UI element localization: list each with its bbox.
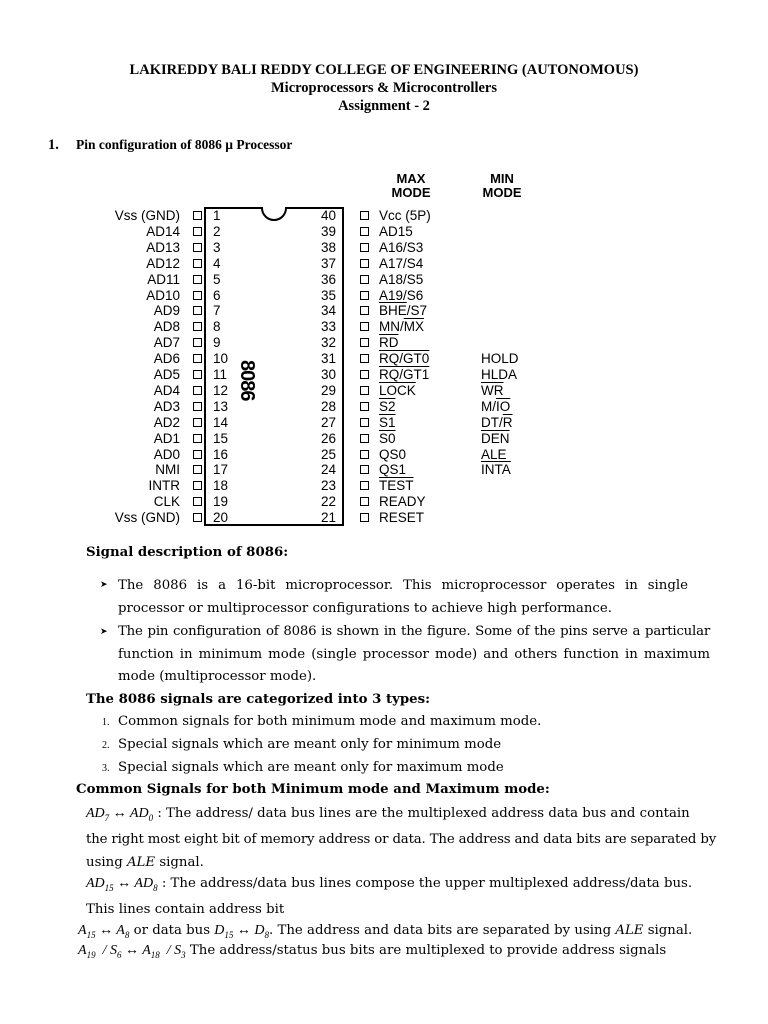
pin-number: 13 xyxy=(213,398,229,414)
pin-number: 34 xyxy=(321,303,337,319)
pin-label-max: READY xyxy=(379,494,426,510)
pin-label-min: HOLD xyxy=(481,351,519,367)
pin-number: 3 xyxy=(213,239,221,255)
assignment-title: Assignment - 2 xyxy=(338,98,430,114)
pin-label-min: $DT/\overline{R}$ xyxy=(481,414,513,430)
pin-box xyxy=(360,354,369,363)
pin-box xyxy=(360,386,369,395)
pin-number: 39 xyxy=(321,223,337,239)
college-name: LAKIREDDY BALI REDDY COLLEGE OF ENGINEERING (AUTONOMOUS) xyxy=(129,62,639,78)
pin-label-max: LOCK xyxy=(379,382,416,398)
pin-number: 15 xyxy=(213,430,229,446)
formula-a19-s6-a18-s3: $A_{19} / S_6$ ↔ $A_{18} / S_3$ xyxy=(78,943,186,960)
bullet-arrow-icon: ➤ xyxy=(100,626,108,636)
pin-box xyxy=(193,275,202,284)
pin-label: AD3 xyxy=(153,398,180,414)
pin-box xyxy=(360,481,369,490)
pin-label: Vss (GND) xyxy=(114,208,180,223)
pin-number: 24 xyxy=(321,462,337,478)
types-heading: The 8086 signals are categorized into 3 types: xyxy=(86,692,431,707)
pin-number: 21 xyxy=(321,510,337,526)
pin-box xyxy=(193,402,202,411)
formula-ad15-ad8: $AD_{15}$ ↔ $AD_8$ xyxy=(86,876,158,893)
pin-box xyxy=(193,418,202,427)
pin-box xyxy=(193,306,202,315)
pin-label-max: A18/S5 xyxy=(379,271,424,287)
pin-label-max: A16/S3 xyxy=(379,239,424,255)
pin-box xyxy=(193,243,202,252)
pin-label: AD2 xyxy=(153,414,180,430)
pin-label-min: ALE xyxy=(481,446,507,462)
pin-label-max: $\overline{RD}$ xyxy=(379,335,399,351)
pin-number: 12 xyxy=(213,382,229,398)
list-item: Special signals which are meant only for minimum mode xyxy=(118,737,502,752)
pin-box xyxy=(360,306,369,315)
pin-label: AD11 xyxy=(147,271,180,287)
pin-box xyxy=(360,243,369,252)
common-signals-heading: Common Signals for both Minimum mode and Maximum mode: xyxy=(76,782,550,797)
pin-number: 33 xyxy=(321,319,337,335)
pin-label: AD4 xyxy=(153,382,180,398)
pin-label: CLK xyxy=(153,494,180,510)
pin-number: 25 xyxy=(321,446,337,462)
pin-box xyxy=(193,291,202,300)
pin-number: 10 xyxy=(213,351,229,367)
pin-number: 32 xyxy=(321,335,337,351)
pin-number: 38 xyxy=(321,239,337,255)
pin-box xyxy=(193,386,202,395)
pin-number: 2 xyxy=(213,223,221,239)
pin-box xyxy=(193,465,202,474)
pin-label: AD0 xyxy=(153,446,180,462)
pin-label-max: RQ/GT1 xyxy=(379,367,430,382)
pin-number: 35 xyxy=(321,287,337,303)
pin-number: 1 xyxy=(213,208,221,223)
pin-number: 30 xyxy=(321,367,337,382)
pin-box xyxy=(193,211,202,220)
pin-box xyxy=(193,497,202,506)
pin-label-max: QS0 xyxy=(379,446,407,462)
pin-label-max: A17/S4 xyxy=(379,255,424,271)
list-item: Common signals for both minimum mode and maximum mode. xyxy=(118,714,542,729)
pin-box xyxy=(360,227,369,236)
pin-box xyxy=(360,513,369,522)
pin-box xyxy=(360,259,369,268)
pin-label-min: INTA xyxy=(481,462,511,478)
pin-number: 29 xyxy=(321,382,337,398)
pin-number: 4 xyxy=(213,255,221,271)
pin-label-max: S2 xyxy=(379,398,396,414)
pin-number: 19 xyxy=(213,494,229,510)
pin-box xyxy=(193,481,202,490)
pin-label-max: RESET xyxy=(379,510,425,526)
question-title: Pin configuration of 8086 µ Processor xyxy=(76,137,293,152)
pin-box xyxy=(360,418,369,427)
pin-label-max: RQ/GT0 xyxy=(379,351,430,367)
pin-number: 16 xyxy=(213,446,229,462)
pin-label: NMI xyxy=(155,462,180,478)
pin-label: INTR xyxy=(148,478,180,494)
pin-box xyxy=(360,465,369,474)
pin-box xyxy=(193,259,202,268)
formula-a15-a8: $A_{15}$ ↔ $A_8$ xyxy=(78,923,130,940)
pin-label-max: Vcc (5P) xyxy=(379,208,431,223)
pin-label-max: QS1 xyxy=(379,462,407,478)
pin-label: AD10 xyxy=(146,287,180,303)
pin-number: 36 xyxy=(321,271,337,287)
formula-ad7-ad0: $AD_7$ ↔ $AD_0$ xyxy=(86,806,154,823)
signal-description-heading: Signal description of 8086: xyxy=(86,545,289,560)
pin-label: AD12 xyxy=(146,255,180,271)
list-number: 3. xyxy=(102,763,110,774)
list-number: 1. xyxy=(102,717,110,728)
pin-label: AD13 xyxy=(146,239,180,255)
pin-box xyxy=(360,275,369,284)
pin-box xyxy=(193,434,202,443)
pin-label-max: TEST xyxy=(379,478,414,494)
pin-number: 5 xyxy=(213,271,221,287)
pin-number: 9 xyxy=(213,335,221,351)
pin-box xyxy=(360,211,369,220)
max-mode-label: MAX MODE xyxy=(391,171,431,200)
pin-number: 7 xyxy=(213,303,221,319)
pin-label-max: $\overline{BHE}/S7$ xyxy=(379,303,428,319)
paragraph-ad7-ad0: $AD_7$ ↔ $AD_0$ : The address/ data bus lines are the multiplexed address data bus and contain the right most eight bit of memory address or data. The address and data bits are separated by using ALE signal. xyxy=(86,806,717,870)
pin-box xyxy=(193,227,202,236)
pin-box xyxy=(360,291,369,300)
pin-number: 11 xyxy=(213,367,228,382)
pin-label-min: HLDA xyxy=(481,367,518,382)
formula-d15-d8: $D_{15}$ ↔ $D_8$ xyxy=(214,923,270,940)
pin-box xyxy=(193,338,202,347)
pin-label-max: A19/S6 xyxy=(379,287,424,303)
list-number: 2. xyxy=(102,740,110,751)
pin-label: AD6 xyxy=(153,351,180,367)
min-mode-label: MIN MODE xyxy=(482,171,522,200)
pin-label-max: AD15 xyxy=(379,223,413,239)
pin-box xyxy=(360,497,369,506)
pin-number: 26 xyxy=(321,430,337,446)
pin-label: AD7 xyxy=(153,335,180,351)
pin-box xyxy=(193,322,202,331)
pin-label: AD9 xyxy=(153,303,180,319)
pin-number: 37 xyxy=(321,255,337,271)
pin-label-max: $MN/\overline{MX}$ xyxy=(379,319,424,335)
pin-number: 27 xyxy=(321,414,337,430)
pin-label: AD5 xyxy=(153,367,180,382)
pin-number: 22 xyxy=(321,494,337,510)
paragraph-ad15-ad8: $AD_{15}$ ↔ $AD_8$ : The address/data bus lines compose the upper multiplexed address/data bus. This lines contain address bit xyxy=(86,876,693,918)
bullet-item: The pin configuration of 8086 is shown in the figure. Some of the pins serve a particular function in minimum mode (single processor mode) and others function in maximum mode (multiprocessor mode). xyxy=(118,624,710,684)
pin-number: 8 xyxy=(213,319,221,335)
pin-box xyxy=(193,354,202,363)
pin-box xyxy=(360,450,369,459)
bullet-item: The 8086 is a 16-bit microprocessor. This microprocessor operates in single processor or multiprocessor configurations to achieve high performance. xyxy=(118,578,688,616)
list-item: Special signals which are meant only for maximum mode xyxy=(118,760,504,775)
pin-label-max: S0 xyxy=(379,430,396,446)
paragraph-a15-a8: $A_{15}$ ↔ $A_8$ or data bus $D_{15}$ ↔ $D_8$. The address and data bits are separated by using ALE signal. xyxy=(78,923,693,940)
pin-label-min: $\overline{DEN}$ xyxy=(481,430,510,446)
pin-number: 14 xyxy=(213,414,229,430)
pin-box xyxy=(193,513,202,522)
pin-label: AD8 xyxy=(153,319,180,335)
pin-number: 23 xyxy=(321,478,337,494)
pin-number: 28 xyxy=(321,398,337,414)
pin-label-min: $\overline{WR}$ xyxy=(481,382,504,398)
pin-box xyxy=(360,370,369,379)
question-number: 1. xyxy=(48,137,59,153)
pin-label-min: $M/\overline{IO}$ xyxy=(481,398,511,414)
pin-number: 20 xyxy=(213,510,229,526)
pin-box xyxy=(360,402,369,411)
pin-label: AD1 xyxy=(153,430,180,446)
pin-number: 40 xyxy=(321,208,337,223)
pin-number: 31 xyxy=(321,351,337,367)
pin-number: 18 xyxy=(213,478,229,494)
pin-box xyxy=(193,370,202,379)
pin-box xyxy=(193,450,202,459)
paragraph-a19-s6: $A_{19} / S_6$ ↔ $A_{18} / S_3$ The address/status bus bits are multiplexed to provide address signals xyxy=(78,943,667,960)
pin-box xyxy=(360,434,369,443)
pin-box xyxy=(360,322,369,331)
pin-number: 17 xyxy=(213,462,229,478)
pin-label-max: S1 xyxy=(379,414,396,430)
pin-box xyxy=(360,338,369,347)
pin-number: 6 xyxy=(213,287,221,303)
pin-label: Vss (GND) xyxy=(114,510,180,526)
pin-label: AD14 xyxy=(146,223,180,239)
subject-title: Microprocessors & Microcontrollers xyxy=(270,80,498,96)
chip-label: 8086 xyxy=(236,360,258,401)
bullet-arrow-icon: ➤ xyxy=(100,579,108,589)
